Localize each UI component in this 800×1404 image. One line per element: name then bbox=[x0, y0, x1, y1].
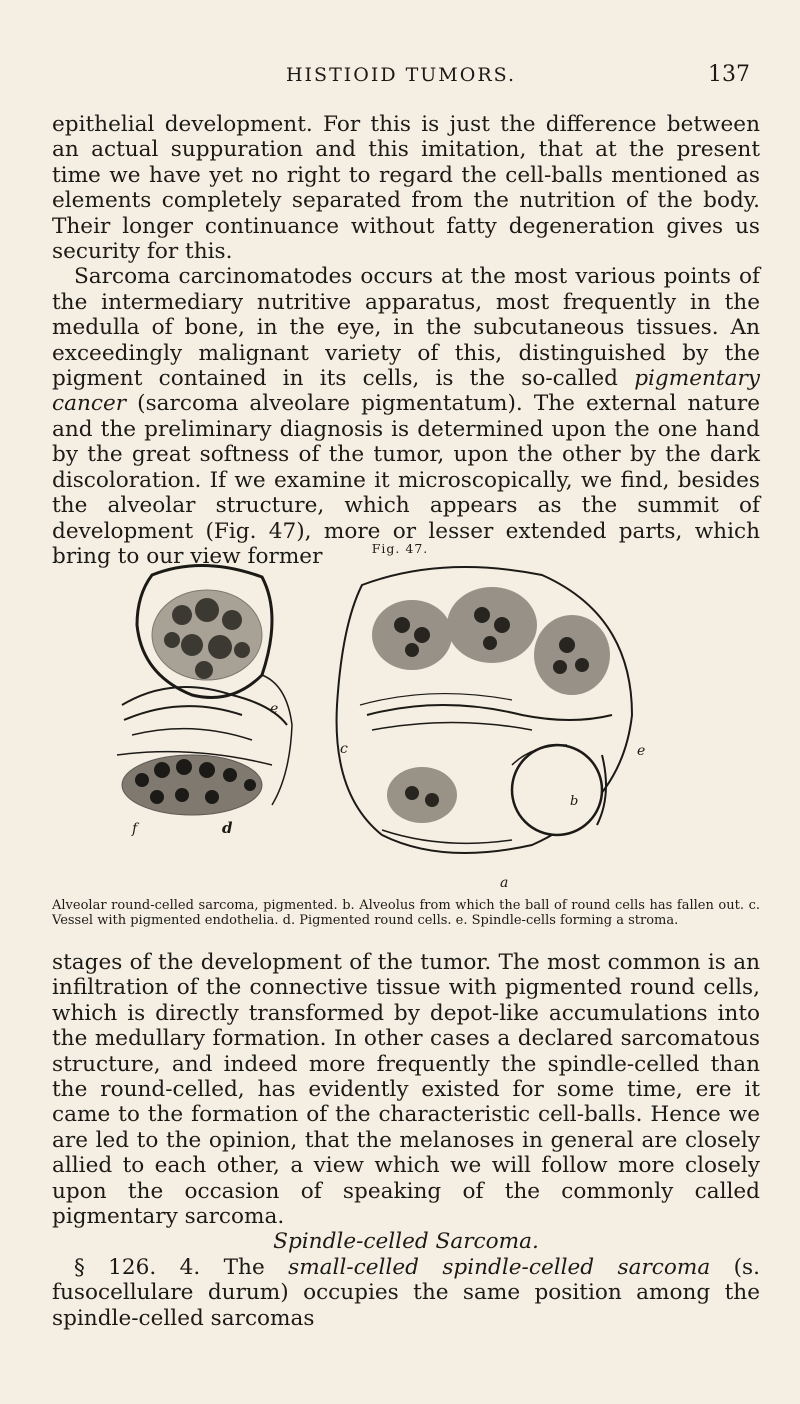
running-title: HISTIOID TUMORS. bbox=[285, 64, 517, 86]
figure-letter-e-right: e bbox=[637, 743, 646, 759]
figure-letter-c: c bbox=[340, 741, 348, 757]
left-panel bbox=[117, 565, 292, 815]
paragraph-2-end: (sarcoma alveolare pigmentatum). The external nature and the preliminary diagnosis is determined upon the one hand by the great softness of the tumor, upon the other by the dark discoloration. If we examine it microscopically, we find, besides the alveolar structure, which appears as the summit of development (Fig. 47), more or lesser extended parts, which bring to our view former bbox=[52, 391, 760, 569]
right-panel bbox=[337, 567, 632, 853]
paragraph-1: epithelial development. For this is just the difference between an actual suppuration and this imitation, that at the present time we have yet no right to regard the cell-balls mentioned as elements completely separated from the nutrition of the body. Their longer continuance without fatty degeneration gives us security for this. bbox=[52, 112, 760, 265]
figure-letter-e-left: e bbox=[270, 701, 279, 717]
figure-caption: Alveolar round-celled sarcoma, pigmented. b. Alveolus from which the ball of round cells has fallen out. c. Vessel with pigmented endothelia. d. Pigmented round cells. e. Spindle-cells forming a stroma. bbox=[52, 898, 760, 928]
term-small-celled-spindle-celled-sarcoma: small-celled spindle-celled sarcoma bbox=[288, 1254, 711, 1280]
body-text-top bbox=[52, 112, 760, 569]
figure-letter-b: b bbox=[570, 794, 579, 809]
paragraph-3: stages of the development of the tumor. The most common is an infiltration of the connective tissue with pigmented round cells, which is directly transformed by depot-like accumulations into the medullary formation. In other cases a declared sarcomatous structure, and indeed more frequently the spindle-celled than the round-celled, has evidently existed for some time, ere it came to the formation of the characteristic cell-balls. Hence we are led to the opinion, that the melanoses in general are closely allied to each other, a view which we will follow more closely upon the occasion of speaking of the commonly called pigmentary sarcoma. bbox=[52, 950, 760, 1230]
paragraph-4 bbox=[52, 1255, 760, 1331]
page-number: 137 bbox=[708, 62, 750, 87]
figure-letter-f: f bbox=[132, 821, 138, 837]
figure-illustration bbox=[112, 555, 682, 895]
section-number: § 126. 4. The bbox=[74, 1254, 289, 1280]
section-heading: Spindle-celled Sarcoma. bbox=[273, 1229, 539, 1255]
page-header bbox=[52, 62, 750, 96]
paragraph-2 bbox=[52, 264, 760, 569]
figure-letter-a: a bbox=[500, 875, 509, 891]
body-text-bottom bbox=[52, 950, 760, 1331]
paragraph-4-end: (s. fusocellulare durum) occupies the same position among the spindle-celled sarcomas bbox=[52, 1254, 761, 1331]
figure-letter-d: d bbox=[222, 819, 233, 837]
paragraph-2-start: Sarcoma carcinomatodes occurs at the most various points of the intermediary nutritive apparatus, most frequently in the medulla of bone, in the eye, in the subcutaneous tissues. An exceedingly malignant variety of this, distinguished by the pigment contained in its cells, is the so-called bbox=[52, 264, 760, 392]
figure-label: Fig. 47. bbox=[371, 541, 429, 556]
term-pigmentary-cancer: pigmentary cancer bbox=[52, 366, 760, 417]
